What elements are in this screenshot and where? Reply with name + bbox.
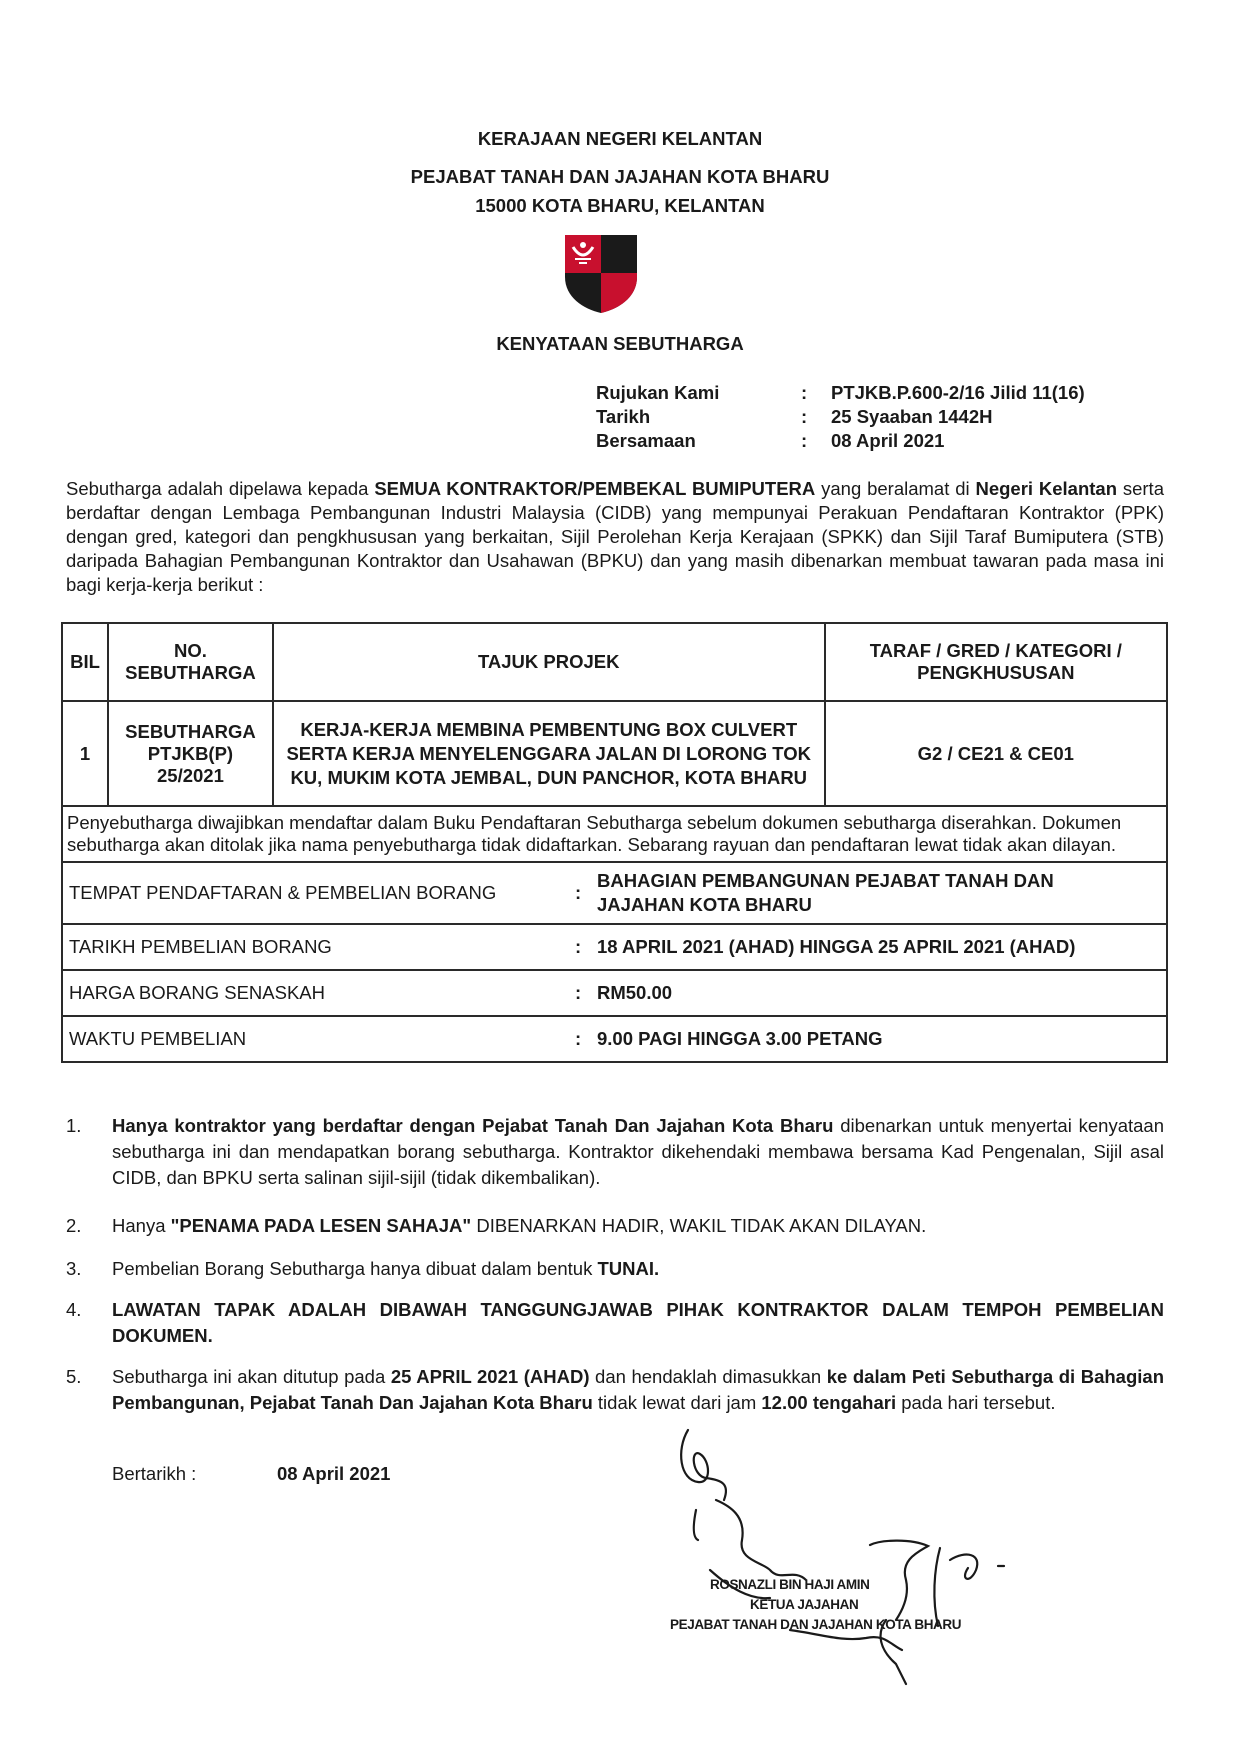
info-row [62,970,1167,1016]
colon: : [575,982,582,1003]
colon: : [575,882,582,903]
info-label: WAKTU PEMBELIAN [69,1028,247,1049]
list-item [66,1113,1164,1191]
date-row [596,405,1085,429]
info-row [62,924,1167,970]
item-text: dibenarkan untuk menyertai kenyataan sebutharga ini dan mendapatkan borang sebutharga. Kontraktor dikehendaki membawa bersama Kad Pengenalan, Sijil asal CIDB, dan BPKU serta salinan sijil-sijil (tidak dikembalikan). [112,1115,1164,1188]
date-hijri-value: 25 Syaaban 1442H [831,406,993,427]
intro-text: serta berdaftar dengan Lembaga Pembangunan Industri Malaysia (CIDB) yang mempunyai Perakuan Pendaftaran Kontraktor (PPK) dengan gred, kategori dan pengkhususan yang berkaitan, Sijil Perolehan Kerja Kerajaan (SPKK) dan Sijil Taraf Bumiputera (STB) daripada Bahagian Pembangunan Kontraktor dan Usahawan (BPKU) dan yang masih dibenarkan membuat tawaran pada masa ini bagi kerja-kerja berikut : [66,478,1164,595]
date-gregorian-value: 08 April 2021 [831,430,945,451]
info-value: 9.00 PAGI HINGGA 3.00 PETANG [597,1028,883,1049]
item-number: 3. [66,1258,82,1279]
kelantan-crest-logo [563,233,639,315]
item-text: DIBENARKAN HADIR, WAKIL TIDAK AKAN DILAYAN. [471,1215,927,1236]
tender-table [61,622,1168,1063]
item-number: 1. [66,1115,82,1136]
reference-block [596,381,1085,453]
info-value: BAHAGIAN PEMBANGUNAN PEJABAT TANAH DAN JAJAHAN KOTA BHARU [597,870,1054,915]
document-title: KENYATAAN SEBUTHARGA [496,333,744,354]
item-bold-text: "PENAMA PADA LESEN SAHAJA" [170,1215,472,1236]
colon: : [801,430,808,451]
table-header-row [62,623,1167,701]
item-bold-text: TUNAI. [597,1258,660,1279]
signatory-office: PEJABAT TANAH DAN JAJAHAN KOTA BHARU [670,1617,962,1632]
info-value: 18 APRIL 2021 (AHAD) HINGGA 25 APRIL 2021 (AHAD) [597,936,1076,957]
date-gregorian-label: Bersamaan [596,430,696,451]
cell-bil: 1 [62,701,108,806]
office-name: PEJABAT TANAH DAN JAJAHAN KOTA BHARU [410,166,830,187]
list-item [66,1256,1164,1282]
info-label: HARGA BORANG SENASKAH [69,982,325,1003]
registration-notice: Penyebutharga diwajibkan mendaftar dalam Buku Pendaftaran Sebutharga sebelum dokumen sebutharga diserahkan. Dokumen sebutharga akan ditolak jika nama penyebutharga tidak didaftarkan. Sebarang rayuan dan pendaftaran lewat tidak akan dilayan. [62,806,1167,862]
date-gregorian-row [596,429,1085,453]
intro-bold-target: SEMUA KONTRAKTOR/PEMBEKAL BUMIPUTERA [374,478,816,499]
reference-row [596,381,1085,405]
signatory-name: ROSNAZLI BIN HAJI AMIN [710,1577,870,1592]
cell-tajuk-projek: KERJA-KERJA MEMBINA PEMBENTUNG BOX CULVERT SERTA KERJA MENYELENGGARA JALAN DI LORONG TOK KU, MUKIM KOTA JEMBAL, DUN PANCHOR, KOTA BHARU [273,701,825,806]
colon: : [801,382,808,403]
header-tajuk-projek: TAJUK PROJEK [273,623,825,701]
item-text: Pembelian Borang Sebutharga hanya dibuat dalam bentuk [112,1258,598,1279]
table-row [62,701,1167,806]
cell-taraf: G2 / CE21 & CE01 [825,701,1167,806]
reference-value: PTJKB.P.600-2/16 Jilid 11(16) [831,382,1085,403]
item-text: pada hari tersebut. [896,1392,1056,1413]
reference-label: Rujukan Kami [596,382,720,403]
item-bold-text: 25 APRIL 2021 (AHAD) [390,1366,590,1387]
intro-text: Sebutharga adalah dipelawa kepada [66,478,375,499]
item-bold-text: 12.00 tengahari [761,1392,897,1413]
info-row [62,862,1167,924]
list-item [66,1297,1164,1349]
list-item [66,1213,1164,1239]
item-text: dan hendaklah dimasukkan [589,1366,827,1387]
signatory-position: KETUA JAJAHAN [750,1597,859,1612]
header-bil: BIL [62,623,108,701]
date-hijri-label: Tarikh [596,406,651,427]
cell-no-sebutharga: SEBUTHARGA PTJKB(P) 25/2021 [108,701,273,806]
colon: : [575,936,582,957]
colon: : [801,406,808,427]
dated-value: 08 April 2021 [277,1463,391,1484]
notice-row [62,806,1167,862]
item-bold-text: LAWATAN TAPAK ADALAH DIBAWAH TANGGUNGJAWAB PIHAK KONTRAKTOR DALAM TEMPOH PEMBELIAN DOKUMEN. [112,1299,1164,1346]
header-taraf: TARAF / GRED / KATEGORI / PENGKHUSUSAN [825,623,1167,701]
colon: : [575,1028,582,1049]
item-number: 4. [66,1299,82,1320]
item-text: tidak lewat dari jam [592,1392,762,1413]
info-label: TEMPAT PENDAFTARAN & PEMBELIAN BORANG [69,882,497,903]
intro-bold-state: Negeri Kelantan [975,478,1118,499]
item-text: Hanya [112,1215,171,1236]
item-text: Sebutharga ini akan ditutup pada [112,1366,391,1387]
item-number: 5. [66,1366,82,1387]
office-address: 15000 KOTA BHARU, KELANTAN [475,195,765,216]
dated-label: Bertarikh : [112,1463,197,1484]
intro-text: yang beralamat di [815,478,976,499]
item-number: 2. [66,1215,82,1236]
intro-paragraph [66,477,1164,597]
header-no-sebutharga: NO. SEBUTHARGA [108,623,273,701]
govt-name: KERAJAAN NEGERI KELANTAN [477,128,763,149]
info-value: RM50.00 [597,982,673,1003]
info-row [62,1016,1167,1062]
item-bold-text: Hanya kontraktor yang berdaftar dengan Pejabat Tanah Dan Jajahan Kota Bharu [112,1115,834,1136]
handwritten-signature [670,1420,1030,1700]
item-bold-text: ke dalam Peti Sebutharga di Bahagian Pembangunan, Pejabat Tanah Dan Jajahan Kota Bharu [112,1366,1164,1413]
info-label: TARIKH PEMBELIAN BORANG [69,936,332,957]
list-item [66,1364,1164,1416]
